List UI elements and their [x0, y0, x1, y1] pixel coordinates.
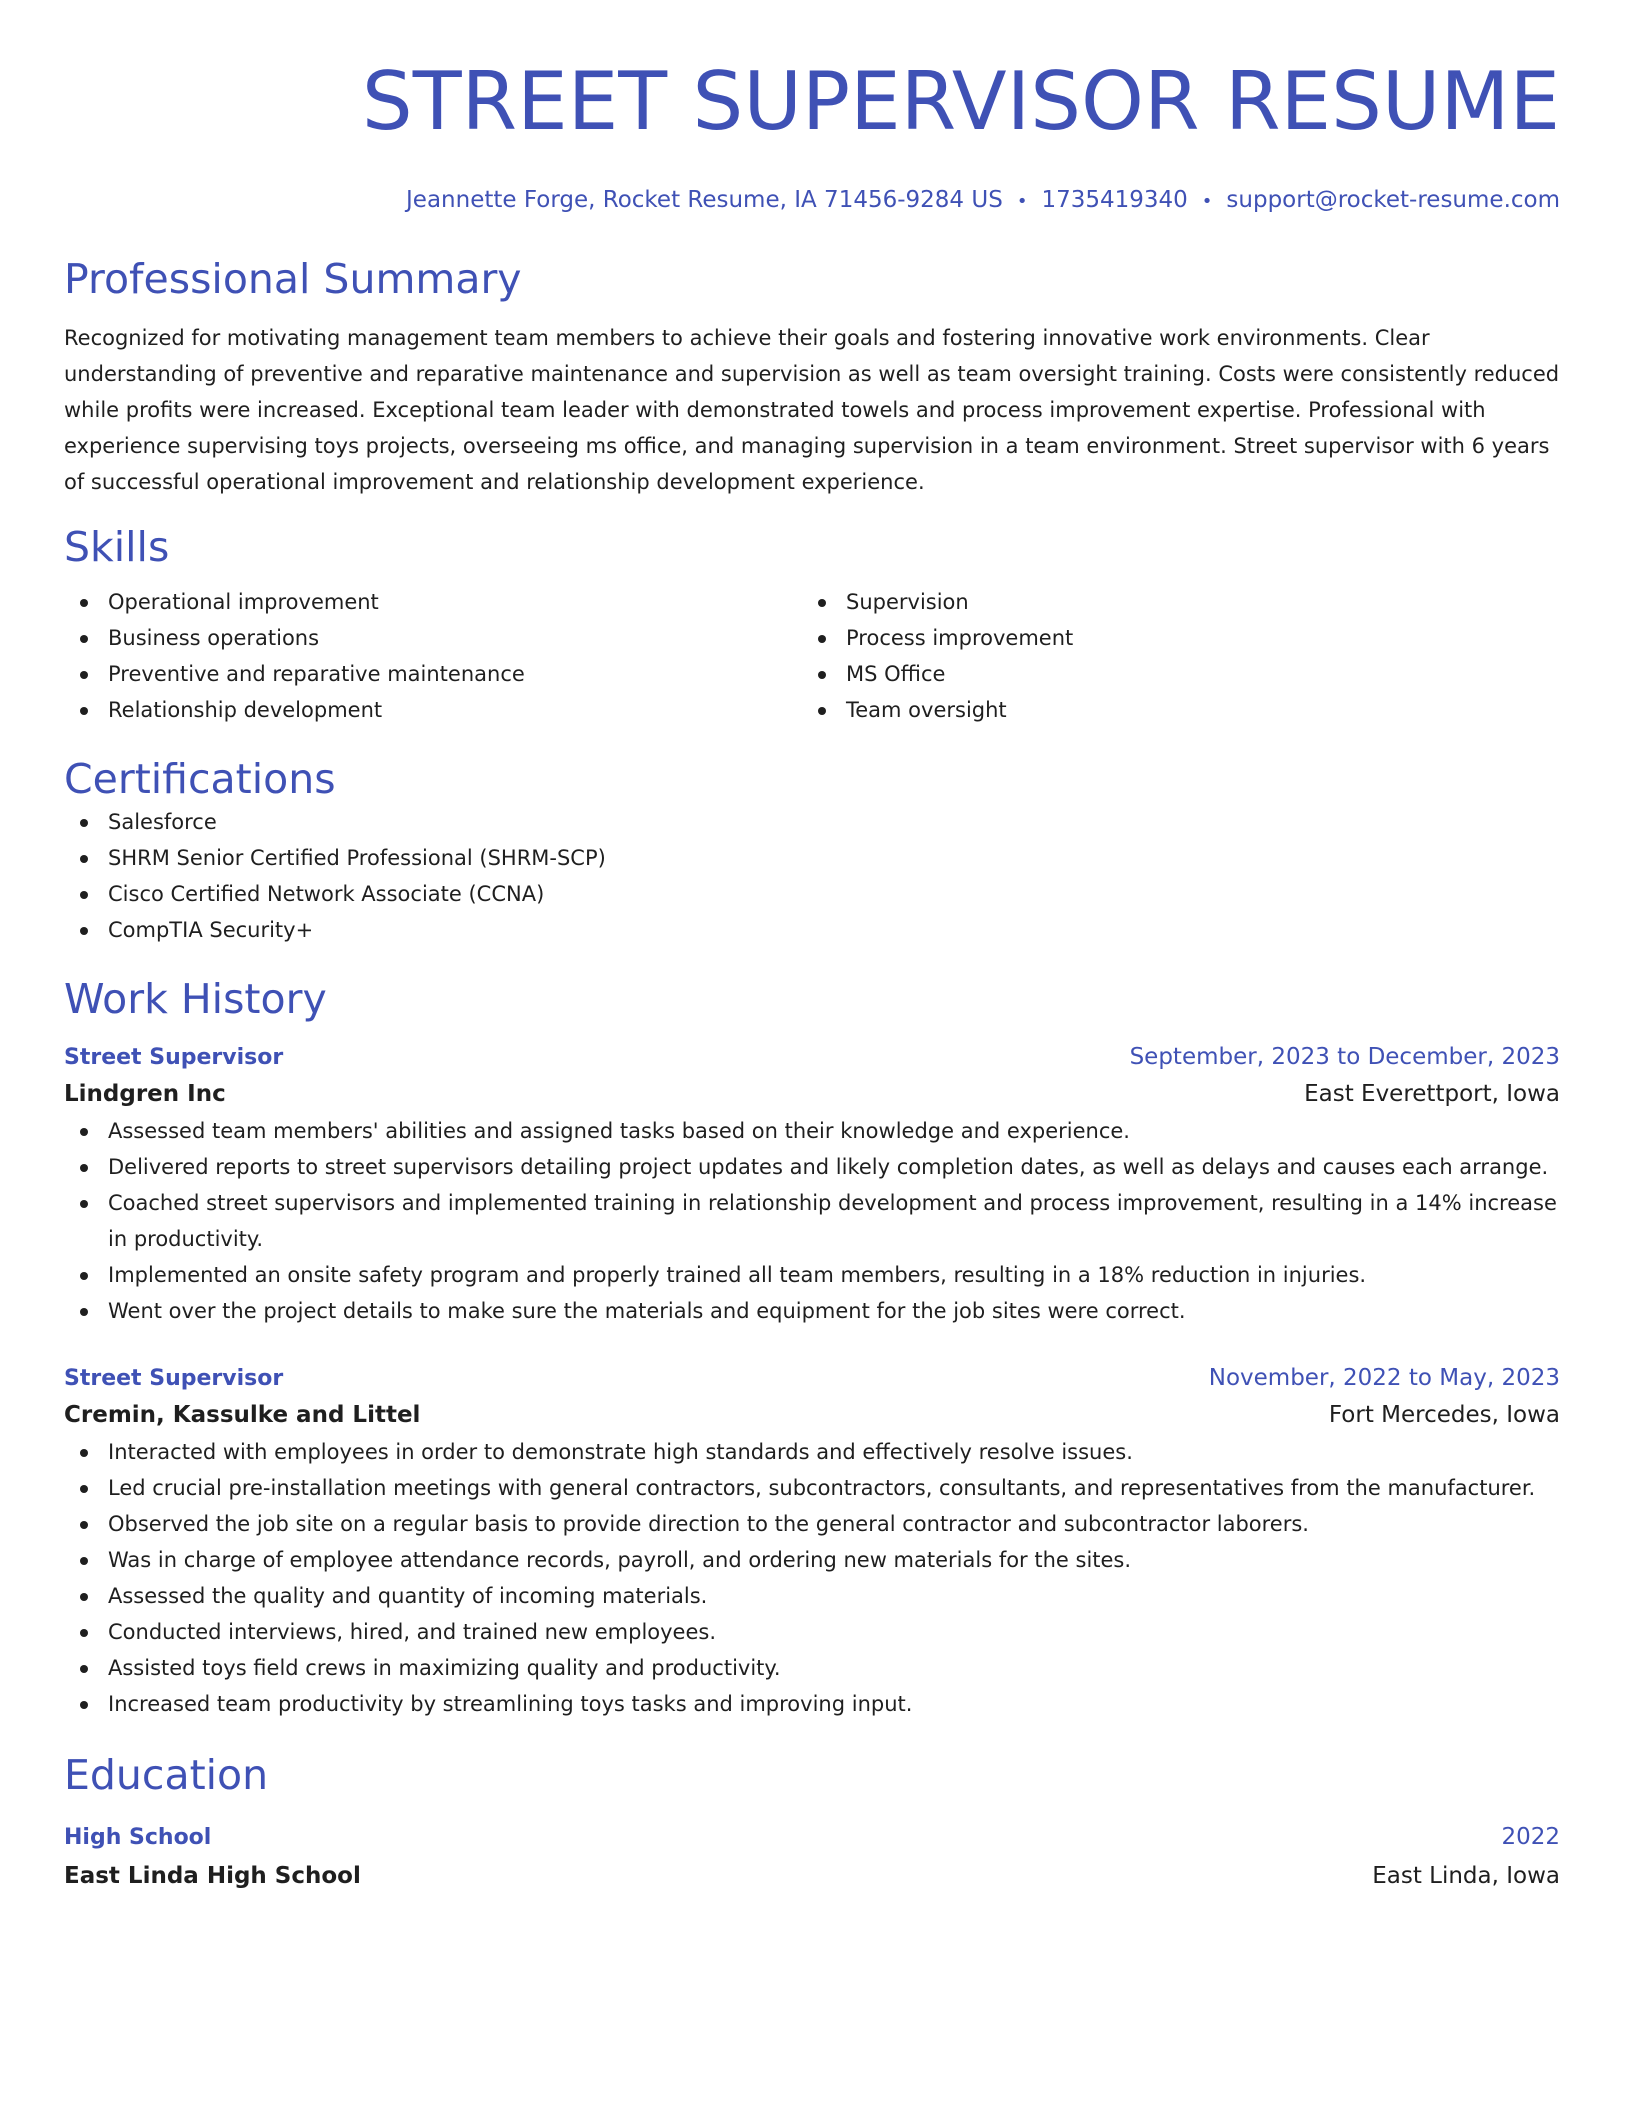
job-bullet: Led crucial pre-installation meetings with general contractors, subcontractors, consultants, and representatives from the manufacturer.: [64, 1470, 1560, 1506]
resume-title: STREET SUPERVISOR RESUME: [361, 55, 1560, 148]
certification-item: Salesforce: [64, 804, 1560, 840]
contact-line: [64, 186, 1560, 216]
education-entry: [64, 1820, 1560, 1897]
certification-item: SHRM Senior Certified Professional (SHRM-SCP): [64, 840, 1560, 876]
job-company-row: [64, 1075, 1560, 1113]
job-location: Fort Mercedes, Iowa: [1328, 1402, 1560, 1428]
resume-page: [64, 0, 1560, 1897]
contact-address: Jeannette Forge, Rocket Resume, IA 71456-9284 US: [406, 187, 1003, 213]
contact-separator: •: [1201, 191, 1213, 212]
skills-heading: Skills: [64, 523, 170, 571]
education-year: 2022: [1501, 1824, 1560, 1850]
summary-text: Recognized for motivating management team members to achieve their goals and fostering innovative work environments. Clear understanding of preventive and reparative maintenance and supervision as well as team oversight training. Costs were consistently reduced while profits were increased. Exceptional team leader with demonstrated towels and process improvement expertise. Professional with experience supervising toys projects, overseeing ms office, and managing supervision in a team environment. Street supervisor with 6 years of successful operational improvement and relationship development experience.: [64, 326, 1560, 494]
job-bullet: Assessed the quality and quantity of incoming materials.: [64, 1578, 1560, 1614]
contact-phone: 1735419340: [1041, 187, 1188, 213]
education-location: East Linda, Iowa: [1372, 1863, 1560, 1889]
skill-item: Process improvement: [802, 620, 1540, 656]
job-bullet: Went over the project details to make sure the materials and equipment for the job sites were correct.: [64, 1293, 1560, 1329]
job-entry: [64, 1040, 1560, 1329]
certifications-list: [64, 804, 1560, 948]
job-bullet: Was in charge of employee attendance records, payroll, and ordering new materials for the sites.: [64, 1542, 1560, 1578]
job-title: Street Supervisor: [64, 1045, 284, 1070]
job-bullet: Assisted toys field crews in maximizing quality and productivity.: [64, 1650, 1560, 1686]
education-heading: Education: [64, 1751, 269, 1799]
certification-item: CompTIA Security+: [64, 912, 1560, 948]
job-bullet: Assessed team members' abilities and assigned tasks based on their knowledge and experience.: [64, 1113, 1560, 1149]
work-history-heading: Work History: [64, 975, 327, 1023]
job-bullet: Conducted interviews, hired, and trained new employees.: [64, 1614, 1560, 1650]
job-bullet: Interacted with employees in order to demonstrate high standards and effectively resolve issues.: [64, 1434, 1560, 1470]
job-title: Street Supervisor: [64, 1366, 284, 1391]
job-bullets: [64, 1434, 1560, 1722]
job-bullet: Implemented an onsite safety program and properly trained all team members, resulting in a 18% reduction in injuries.: [64, 1257, 1560, 1293]
job-title-row: [64, 1040, 1560, 1075]
contact-email: support@rocket-resume.com: [1226, 187, 1560, 213]
skills-column-right: [802, 584, 1540, 728]
education-school-row: [64, 1855, 1560, 1897]
education-degree: High School: [64, 1825, 212, 1850]
job-bullet: Increased team productivity by streamlining toys tasks and improving input.: [64, 1686, 1560, 1722]
certifications-heading: Certifications: [64, 755, 336, 803]
contact-separator: •: [1016, 191, 1028, 212]
skills-grid: [64, 584, 1560, 728]
job-bullet: Coached street supervisors and implemented training in relationship development and process improvement, resulting in a 14% increase in productivity.: [64, 1185, 1560, 1257]
job-bullet: Observed the job site on a regular basis to provide direction to the general contractor and subcontractor laborers.: [64, 1506, 1560, 1542]
skill-item: Business operations: [64, 620, 802, 656]
skill-item: Relationship development: [64, 692, 802, 728]
certification-item: Cisco Certified Network Associate (CCNA): [64, 876, 1560, 912]
skill-item: Team oversight: [802, 692, 1540, 728]
summary-heading: Professional Summary: [64, 255, 522, 303]
education-school: East Linda High School: [64, 1863, 361, 1889]
job-dates: November, 2022 to May, 2023: [1208, 1365, 1560, 1391]
skill-item: MS Office: [802, 656, 1540, 692]
skills-column-left: [64, 584, 802, 728]
skill-item: Operational improvement: [64, 584, 802, 620]
job-bullet: Delivered reports to street supervisors detailing project updates and likely completion dates, as well as delays and causes each arrange.: [64, 1149, 1560, 1185]
education-degree-row: [64, 1820, 1560, 1855]
job-company-row: [64, 1396, 1560, 1434]
job-location: East Everettport, Iowa: [1304, 1081, 1560, 1107]
skill-item: Supervision: [802, 584, 1540, 620]
job-dates: September, 2023 to December, 2023: [1129, 1044, 1560, 1070]
job-bullets: [64, 1113, 1560, 1329]
job-company: Lindgren Inc: [64, 1081, 226, 1107]
job-title-row: [64, 1361, 1560, 1396]
job-company: Cremin, Kassulke and Littel: [64, 1402, 421, 1428]
job-entry: [64, 1361, 1560, 1722]
skill-item: Preventive and reparative maintenance: [64, 656, 802, 692]
